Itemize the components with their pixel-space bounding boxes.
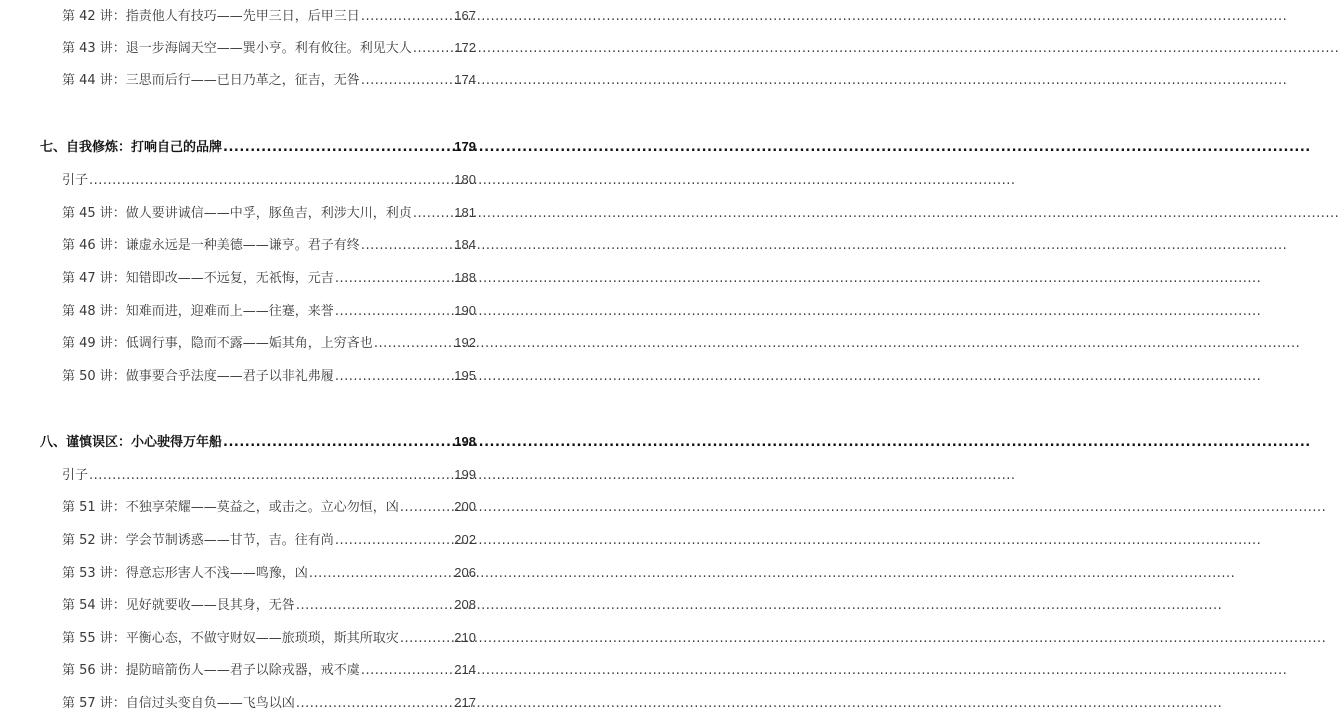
dot-leader: [89, 467, 453, 485]
toc-entry-title: 第 55 讲：平衡心态，不做守财奴——旅琐琐，斯其所取灾: [62, 631, 399, 646]
toc-section-7[interactable]: [40, 138, 476, 156]
toc-entry-page-number: 195: [454, 368, 476, 383]
dot-leader: [400, 499, 453, 517]
dot-leader: [296, 695, 453, 713]
toc-entry-title: 第 56 讲：提防暗箭伤人——君子以除戎器，戒不虞: [62, 663, 360, 678]
toc-entry-page-number: 172: [454, 40, 476, 55]
toc-entry-page-number: 174: [454, 72, 476, 87]
toc-entry-title: 第 52 讲：学会节制诱惑——甘节，吉。往有尚: [62, 533, 334, 548]
toc-entry-page-number: 199: [454, 467, 476, 482]
dot-leader: [309, 565, 453, 583]
toc-entry-lecture-46[interactable]: [62, 236, 476, 254]
toc-section-page-number: 179: [454, 139, 476, 154]
toc-entry-page-number: 192: [454, 335, 476, 350]
toc-entry-page-number: 184: [454, 237, 476, 252]
toc-entry-page-number: 217: [454, 695, 476, 710]
toc-entry-lecture-57[interactable]: [62, 694, 476, 712]
toc-entry-lecture-56[interactable]: [62, 661, 476, 679]
toc-entry-title: 引子: [62, 468, 89, 483]
toc-entry-page-number: 180: [454, 172, 476, 187]
dot-leader: [361, 8, 453, 26]
dot-leader: [413, 40, 453, 58]
toc-entry-page-number: 200: [454, 499, 476, 514]
toc-entry-lecture-49[interactable]: [62, 334, 476, 352]
dot-leader: [400, 630, 453, 648]
toc-entry-page-number: 208: [454, 597, 476, 612]
toc-page: [0, 0, 522, 724]
dot-leader: [335, 270, 453, 288]
toc-entry-lecture-52[interactable]: [62, 531, 476, 549]
toc-entry-title: 第 49 讲：低调行事，隐而不露——姤其角，上穷吝也: [62, 336, 373, 351]
dot-leader: [335, 368, 453, 386]
dot-leader: [361, 237, 453, 255]
toc-entry-lecture-45[interactable]: [62, 204, 476, 222]
toc-entry-title: 第 48 讲：知难而进，迎难而上——往蹇，来誉: [62, 304, 334, 319]
toc-entry-page-number: 167: [454, 8, 476, 23]
toc-section-title: 七、自我修炼：打响自己的品牌: [40, 140, 223, 155]
toc-entry-page-number: 202: [454, 532, 476, 547]
toc-entry-page-number: 190: [454, 303, 476, 318]
dot-leader: [335, 532, 453, 550]
toc-entry-page-number: 206: [454, 565, 476, 580]
toc-entry-page-number: 188: [454, 270, 476, 285]
dot-leader: [296, 597, 453, 615]
toc-entry-title: 第 50 讲：做事要合乎法度——君子以非礼弗履: [62, 369, 334, 384]
toc-entry-title: 引子: [62, 173, 89, 188]
dot-leader: [374, 335, 453, 353]
dot-leader: [413, 205, 453, 223]
dot-leader: [89, 172, 453, 190]
toc-entry-title: 第 43 讲：退一步海阔天空——巽小亨。利有攸往。利见大人: [62, 41, 412, 56]
toc-entry-title: 第 47 讲：知错即改——不远复，无祇悔，元吉: [62, 271, 334, 286]
toc-entry-intro-7[interactable]: [62, 171, 476, 189]
dot-leader: [223, 139, 453, 157]
toc-entry-lecture-48[interactable]: [62, 302, 476, 320]
toc-entry-lecture-43[interactable]: [62, 39, 476, 57]
dot-leader: [361, 72, 453, 90]
toc-entry-title: 第 46 讲：谦虚永远是一种美德——谦亨。君子有终: [62, 238, 360, 253]
dot-leader: [223, 434, 453, 452]
toc-entry-title: 第 51 讲：不独享荣耀——莫益之，或击之。立心勿恒，凶: [62, 500, 399, 515]
toc-entry-lecture-55[interactable]: [62, 629, 476, 647]
toc-entry-lecture-47[interactable]: [62, 269, 476, 287]
toc-entry-title: 第 54 讲：见好就要收——艮其身，无咎: [62, 598, 295, 613]
toc-entry-page-number: 210: [454, 630, 476, 645]
toc-entry-page-number: 214: [454, 662, 476, 677]
toc-section-8[interactable]: [40, 433, 476, 451]
toc-section-title: 八、谨慎误区：小心驶得万年船: [40, 435, 223, 450]
toc-entry-title: 第 45 讲：做人要讲诚信——中孚，豚鱼吉，利涉大川，利贞: [62, 206, 412, 221]
dot-leader: [335, 303, 453, 321]
toc-entry-page-number: 181: [454, 205, 476, 220]
toc-section-page-number: 198: [454, 434, 476, 449]
toc-entry-lecture-42[interactable]: [62, 7, 476, 25]
toc-entry-title: 第 42 讲：指责他人有技巧——先甲三日，后甲三日: [62, 9, 360, 24]
toc-entry-lecture-54[interactable]: [62, 596, 476, 614]
dot-leader: [361, 662, 453, 680]
toc-entry-intro-8[interactable]: [62, 466, 476, 484]
toc-entry-lecture-44[interactable]: [62, 71, 476, 89]
toc-entry-title: 第 57 讲：自信过头变自负——飞鸟以凶: [62, 696, 295, 711]
toc-entry-lecture-53[interactable]: [62, 564, 476, 582]
toc-entry-title: 第 53 讲：得意忘形害人不浅——鸣豫，凶: [62, 566, 308, 581]
toc-entry-lecture-51[interactable]: [62, 498, 476, 516]
toc-entry-lecture-50[interactable]: [62, 367, 476, 385]
toc-entry-title: 第 44 讲：三思而后行——已日乃革之，征吉，无咎: [62, 73, 360, 88]
